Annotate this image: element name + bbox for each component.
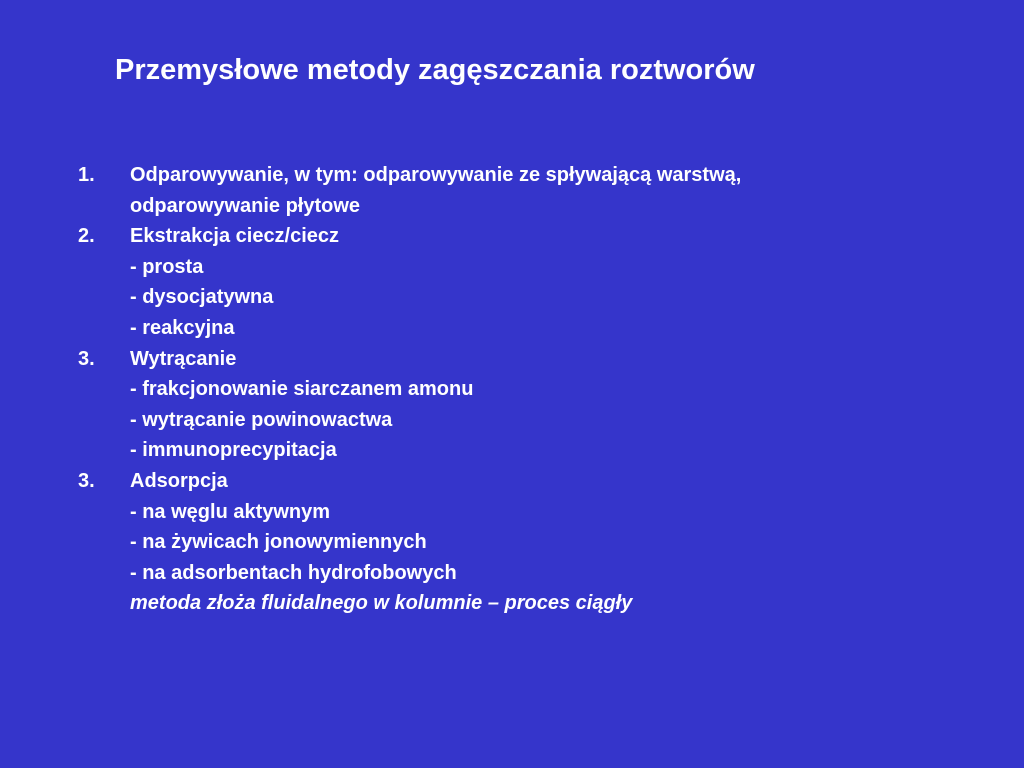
list-number: 3. [78, 469, 95, 492]
slide-title: Przemysłowe metody zagęszczania roztworów [115, 54, 755, 86]
sub-item [78, 252, 978, 283]
list-item-3 [78, 344, 978, 375]
list-item-text: Wytrącanie [130, 347, 237, 370]
sub-item [78, 435, 978, 466]
list-item-1 [78, 160, 978, 191]
sub-item [78, 405, 978, 436]
sub-item [78, 558, 978, 589]
sub-item-text: - frakcjonowanie siarczanem amonu [130, 378, 474, 401]
content-list [78, 160, 978, 619]
sub-item-text: - reakcyjna [130, 316, 235, 339]
list-number: 2. [78, 225, 95, 248]
list-item-text: Adsorpcja [130, 469, 228, 492]
note [78, 588, 978, 619]
sub-item-text: - na żywicach jonowymiennych [130, 531, 427, 554]
sub-item [78, 497, 978, 528]
sub-item [78, 282, 978, 313]
sub-item [78, 313, 978, 344]
sub-item [78, 374, 978, 405]
sub-item [78, 527, 978, 558]
sub-item-text: - dysocjatywna [130, 286, 274, 309]
list-number: 1. [78, 164, 95, 186]
list-item-4 [78, 466, 978, 497]
list-item-1-continuation [78, 191, 978, 222]
list-item-text: Odparowywanie, w tym: odparowywanie ze spływającą warstwą, [130, 164, 742, 186]
sub-item-text: - na adsorbentach hydrofobowych [130, 561, 457, 584]
sub-item-text: - prosta [130, 255, 204, 278]
sub-item-text: - wytrącanie powinowactwa [130, 408, 393, 431]
sub-item-text: - immunoprecypitacja [130, 439, 337, 462]
list-number: 3. [78, 347, 95, 370]
note-text: metoda złoża fluidalnego w kolumnie – proces ciągły [130, 592, 633, 615]
list-item-2 [78, 221, 978, 252]
list-item-text: Ekstrakcja ciecz/ciecz [130, 225, 340, 248]
sub-item-text: - na węglu aktywnym [130, 500, 331, 523]
list-item-text: odparowywanie płytowe [130, 194, 361, 217]
